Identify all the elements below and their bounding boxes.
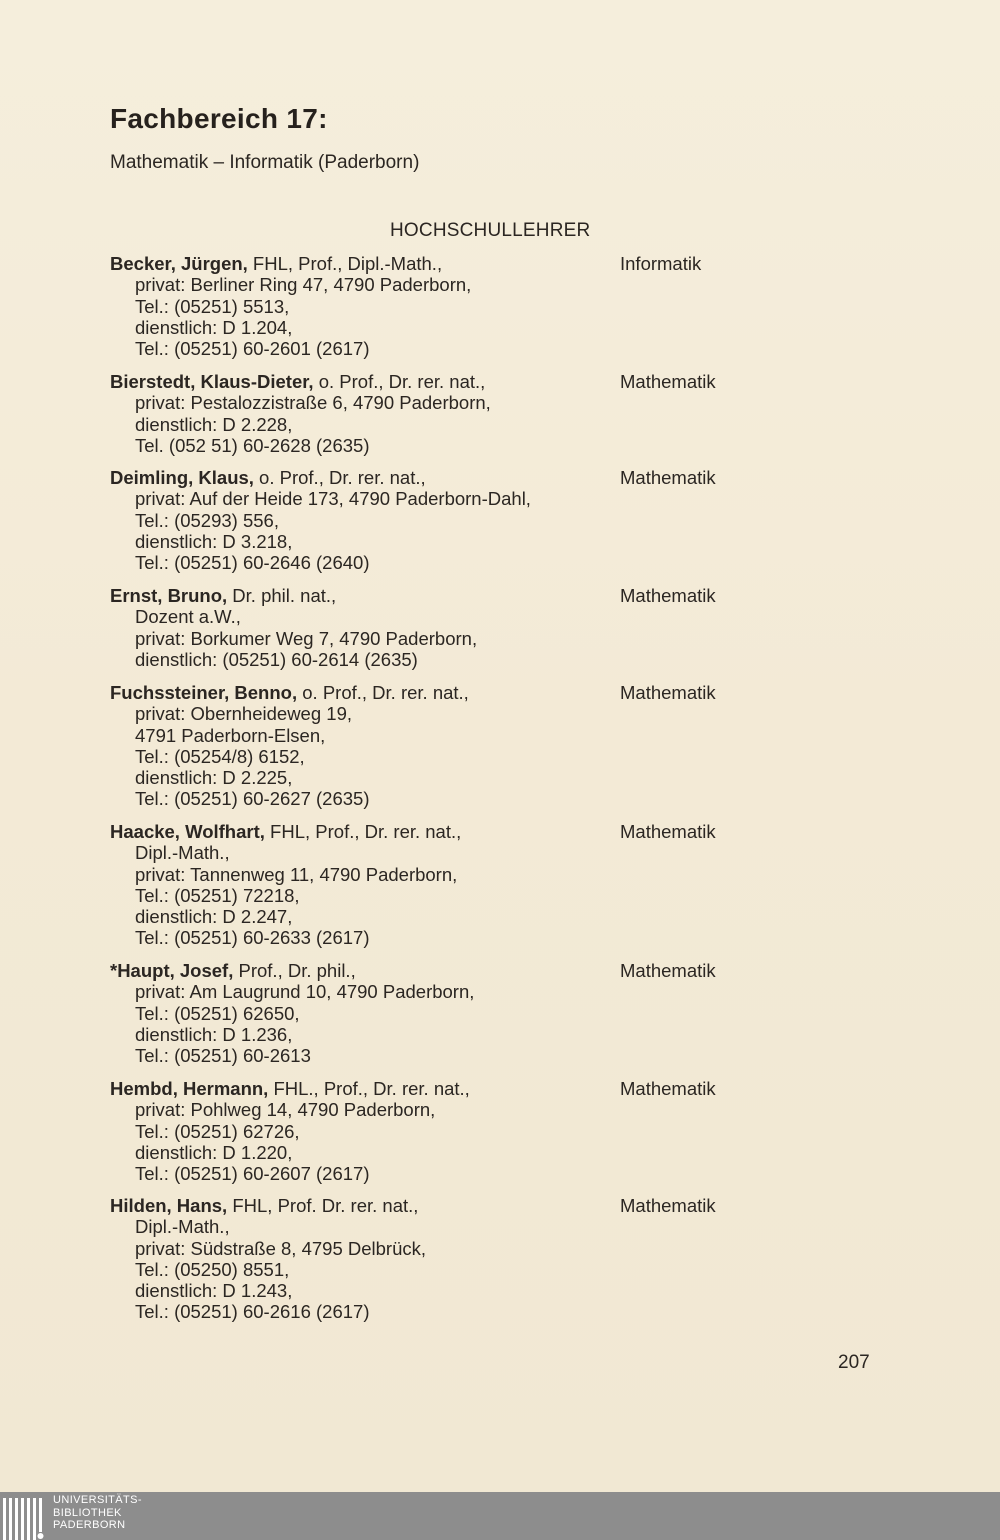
entry-name: Ernst, Bruno, [110, 585, 228, 606]
logo-line: BIBLIOTHEK [53, 1506, 122, 1519]
faculty-entry [110, 585, 750, 670]
entry-detail-line: 4791 Paderborn-Elsen, [135, 724, 326, 746]
faculty-entry [110, 371, 750, 456]
entry-detail-line: dienstlich: D 2.247, [135, 906, 293, 928]
entry-detail-line: dienstlich: D 2.228, [135, 413, 293, 435]
entry-detail-line: Tel.: (05251) 72218, [135, 884, 300, 906]
entry-detail-line: dienstlich: D 1.236, [135, 1023, 293, 1045]
faculty-entry [110, 1195, 750, 1323]
faculty-entry [110, 253, 750, 359]
entry-detail-line: privat: Borkumer Weg 7, 4790 Paderborn, [135, 627, 478, 649]
entry-department: Mathematik [620, 1195, 716, 1216]
logo-line: UNIVERSITÄTS- [53, 1494, 142, 1506]
entry-title: FHL, Prof., Dr. rer. nat., [264, 821, 462, 842]
page-subheading: Mathematik – Informatik (Paderborn) [110, 152, 420, 173]
entry-detail-line: Tel.: (05293) 556, [135, 509, 279, 531]
entry-detail-line: Tel.: (05251) 60-2613 [135, 1045, 311, 1067]
entry-detail-line: dienstlich: D 2.225, [135, 767, 293, 789]
entry-department: Mathematik [620, 371, 716, 392]
entry-name: Fuchssteiner, Benno, [110, 682, 298, 703]
faculty-entry [110, 960, 750, 1066]
entry-department: Mathematik [620, 585, 716, 606]
entry-detail-line: privat: Südstraße 8, 4795 Delbrück, [135, 1237, 427, 1259]
entry-detail-line: Tel.: (05251) 62650, [135, 1002, 300, 1024]
entry-title: o. Prof., Dr. rer. nat., [297, 682, 469, 703]
entry-department: Mathematik [620, 682, 716, 703]
entry-name: Haacke, Wolfhart, [110, 821, 265, 842]
entry-department: Mathematik [620, 467, 716, 488]
entry-detail-line: dienstlich: D 3.218, [135, 530, 293, 552]
entry-detail-line: Tel.: (05251) 60-2616 (2617) [135, 1301, 370, 1323]
entry-detail-line: Tel.: (05251) 60-2627 (2635) [135, 788, 370, 810]
library-logo-icon [3, 1492, 47, 1540]
entry-detail-line: Tel.: (05251) 60-2633 (2617) [135, 927, 370, 949]
entry-title: o. Prof., Dr. rer. nat., [313, 371, 486, 392]
entry-detail-line: Tel.: (05251) 60-2607 (2617) [135, 1163, 370, 1185]
entry-detail-line: Tel.: (05251) 5513, [135, 295, 290, 317]
entry-title: FHL, Prof. Dr. rer. nat., [227, 1195, 419, 1216]
entry-name: Hilden, Hans, [110, 1195, 228, 1216]
entry-title: FHL, Prof., Dipl.-Math., [247, 253, 443, 274]
entry-detail-line: privat: Tannenweg 11, 4790 Paderborn, [135, 863, 458, 885]
entry-name: Becker, Jürgen, [110, 253, 248, 274]
entry-detail-line: dienstlich: D 1.243, [135, 1280, 293, 1302]
entry-detail-line: privat: Pohlweg 14, 4790 Paderborn, [135, 1099, 436, 1121]
entry-name: Bierstedt, Klaus-Dieter, [110, 371, 314, 392]
entry-detail-line: dienstlich: D 1.220, [135, 1141, 293, 1163]
entry-detail-line: privat: Am Laugrund 10, 4790 Paderborn, [135, 981, 475, 1003]
entry-detail-line: dienstlich: D 1.204, [135, 316, 293, 338]
entry-title: FHL., Prof., Dr. rer. nat., [268, 1078, 470, 1099]
entry-title: o. Prof., Dr. rer. nat., [253, 467, 426, 488]
faculty-entry [110, 682, 750, 810]
faculty-entry [110, 467, 750, 573]
entry-department: Informatik [620, 253, 702, 274]
entry-department: Mathematik [620, 821, 716, 842]
library-logo-text [53, 1494, 142, 1532]
entry-detail-line: dienstlich: (05251) 60-2614 (2635) [135, 648, 418, 670]
entry-detail-line: Tel.: (05251) 62726, [135, 1120, 300, 1142]
library-footer-bar [0, 1492, 1000, 1540]
entry-detail-line: privat: Pestalozzistraße 6, 4790 Paderborn, [135, 392, 491, 414]
faculty-entry [110, 1078, 750, 1184]
entry-name: Hembd, Hermann, [110, 1078, 269, 1099]
logo-line: PADERBORN [53, 1519, 126, 1531]
entry-detail-line: Dipl.-Math., [135, 842, 230, 864]
page-number: 207 [838, 1352, 870, 1373]
entry-detail-line: Tel.: (05251) 60-2601 (2617) [135, 338, 370, 360]
entry-detail-line: privat: Auf der Heide 173, 4790 Paderborn-Dahl, [135, 488, 531, 510]
entry-detail-line: privat: Berliner Ring 47, 4790 Paderborn, [135, 274, 472, 296]
entry-department: Mathematik [620, 960, 716, 981]
entry-title: Prof., Dr. phil., [233, 960, 356, 981]
entry-title: Dr. phil. nat., [227, 585, 337, 606]
entry-detail-line: Tel.: (05250) 8551, [135, 1258, 290, 1280]
entry-name: *Haupt, Josef, [110, 960, 234, 981]
entry-detail-line: Tel. (052 51) 60-2628 (2635) [135, 434, 370, 456]
entry-department: Mathematik [620, 1078, 716, 1099]
entry-detail-line: Tel.: (05251) 60-2646 (2640) [135, 552, 370, 574]
entry-detail-line: privat: Obernheideweg 19, [135, 703, 352, 725]
entry-name: Deimling, Klaus, [110, 467, 254, 488]
page-heading: Fachbereich 17: [110, 103, 328, 134]
entry-detail-line: Dozent a.W., [135, 606, 241, 628]
section-title: HOCHSCHULLEHRER [390, 220, 591, 241]
faculty-entry [110, 821, 750, 949]
entry-detail-line: Tel.: (05254/8) 6152, [135, 745, 305, 767]
entry-detail-line: Dipl.-Math., [135, 1216, 230, 1238]
